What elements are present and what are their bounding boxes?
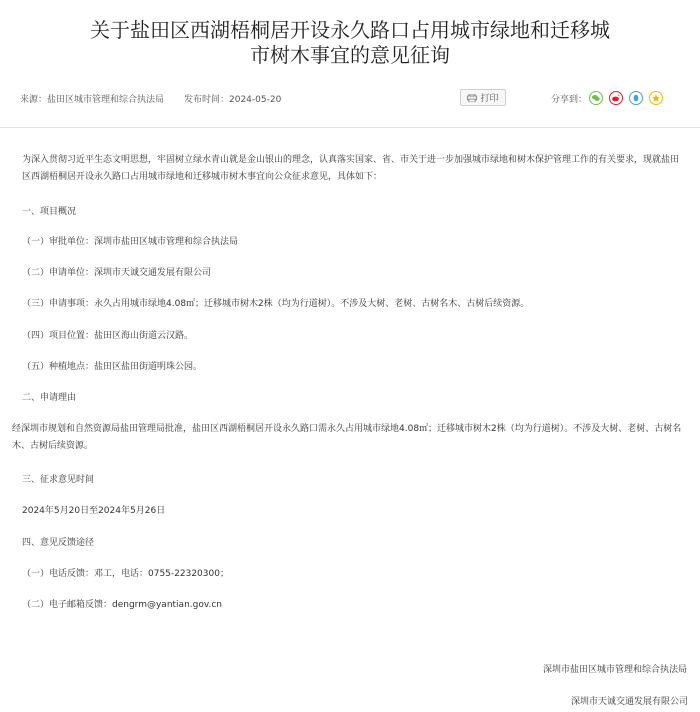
feedback-phone: （一）电话反馈：邓工，电话：0755-22320300； (22, 569, 229, 579)
section-heading-1: 一、项目概况 (22, 207, 77, 217)
title-line-2: 市树木事宜的意见征询 (250, 43, 450, 67)
intro-paragraph: 为深入贯彻习近平生态文明思想，牢固树立绿水青山就是金山银山的理念，认真落实国家、省、市关于进一步加强城市绿地和树木保护管理工作的有关要求，现就盐田区西湖梧桐居开设永久路口占用城市绿地和迁移城市树木事宜向公众征求意见，具体如下： (22, 155, 680, 182)
source-label: 来源：盐田区城市管理和综合执法局 (20, 95, 165, 105)
page-title (0, 18, 700, 68)
weibo-icon (609, 91, 623, 105)
signature-bureau: 深圳市盐田区城市管理和综合执法局 (543, 665, 688, 675)
reason-paragraph: 经深圳市规划和自然资源局盐田管理局批准，盐田区西湖梧桐居开设永久路口需永久占用城市绿地4.08㎡；迁移城市树木2株（均为行道树）。不涉及大树、老树、古树名木、古树后续资源。 (12, 424, 682, 451)
list-item: （一）审批单位：深圳市盐田区城市管理和综合执法局 (22, 237, 239, 247)
qzone-icon (649, 91, 663, 105)
qq-icon (629, 91, 643, 105)
section-heading-2: 二、申请理由 (22, 393, 77, 403)
list-item: （四）项目位置：盐田区海山街道云汉路。 (22, 331, 194, 341)
share-wechat-button[interactable] (589, 91, 603, 105)
share-qq-button[interactable] (629, 91, 643, 105)
section-heading-3: 三、征求意见时间 (22, 475, 95, 485)
title-line-1: 关于盐田区西湖梧桐居开设永久路口占用城市绿地和迁移城 (90, 18, 610, 42)
header-divider (0, 127, 700, 128)
section-heading-4: 四、意见反馈途径 (22, 538, 95, 548)
share-weibo-button[interactable] (609, 91, 623, 105)
signature-company: 深圳市天诚交通发展有限公司 (571, 697, 689, 707)
printer-icon (467, 94, 477, 102)
share-qzone-button[interactable] (649, 91, 663, 105)
list-item: （三）申请事项：永久占用城市绿地4.08㎡；迁移城市树木2株（均为行道树）。不涉及大树、老树、古树名木、古树后续资源。 (22, 299, 530, 309)
list-item: （五）种植地点：盐田区盐田街道明珠公园。 (22, 362, 203, 372)
wechat-icon (589, 91, 603, 105)
feedback-email: （二）电子邮箱反馈：dengrm@yantian.gov.cn (22, 600, 222, 610)
publish-time: 发布时间：2024-05-20 (184, 95, 282, 105)
print-label: 打印 (480, 94, 499, 104)
share-label: 分享到： (551, 95, 588, 105)
list-item: （二）申请单位：深圳市天诚交通发展有限公司 (22, 268, 212, 278)
print-button[interactable] (460, 89, 506, 106)
period-text: 2024年5月20日至2024年5月26日 (22, 506, 166, 516)
